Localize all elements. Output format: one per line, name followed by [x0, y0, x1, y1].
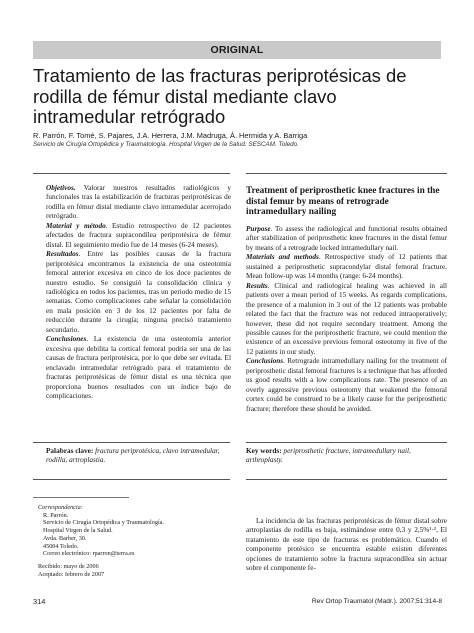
abstract-es-material: Material y método. Estudio retrospectivo de 12 pacientes afectados de fractura supracondílea periprotésica de fémur distal. El seguimiento medio fue de 14 meses (6-24 meses).	[46, 221, 231, 249]
right-abstract-top-rule	[246, 173, 447, 174]
correspondence-rule	[33, 497, 129, 498]
keywords-en	[246, 447, 447, 466]
correspondence-line: 45004 Toledo.	[43, 542, 79, 550]
article-title: Tratamiento de las fracturas periprotésicas de rodilla de fémur distal mediante clavo intramedular retrógrado	[33, 65, 407, 127]
affiliation: Servicio de Cirugía Ortopédica y Traumatología. Hospital Virgen de la Salud. SESCAM. Toledo.	[33, 141, 299, 148]
abstract-es	[46, 184, 231, 401]
section-label: ORIGINAL	[33, 41, 441, 59]
left-keywords-rule	[33, 442, 230, 443]
right-keywords-rule	[246, 442, 447, 443]
correspondence-line: R. Parrón.	[43, 511, 69, 519]
keywords-es-text: fractura periprotésica, clavo intramedular, rodilla, artroplastia.	[46, 447, 220, 465]
abstract-en-results: Results. Clinical and radiological healing was achieved in all patients over a mean period of 15 weeks. As regards complications, the presence of a malunion in 3 out of the 12 patients was probable related the fact that the fracture was not reduced intraoperatively; however, these did not require secondary treatment. Among the possible causes for the periprosthetic fracture, we could mention the existence of an excessive previous femoral osteotomy in five of the 12 patients in our study.	[246, 281, 447, 356]
accepted-date: Aceptado: febrero de 2007	[38, 570, 105, 578]
abstract-en-title: Treatment of periprosthetic knee fractures in the distal femur by means of retrograde intramedullary nailing	[246, 186, 440, 218]
abstract-es-conclusiones: Conclusiones. La existencia de una osteotomía anterior excesiva que debilita la cortical femoral podría ser una de las causas de fractura periprotésica, por lo que debe ser evitada. El enclavado intramedular retrógrado para el tratamiento de fracturas periprotésicas de fémur distal es una técnica que proporciona buenos resultados con un índice bajo de complicaciones.	[46, 335, 231, 400]
introduction-text: La incidencia de las fracturas periprotésicas de fémur distal sobre artroplastias de rodilla es baja, estimándose entre 0,3 y 2,5%¹·², El tratamiento de este tipo de fracturas es problemático. Cuando el componente protésico se encuentra estable existen diferentes opciones de tratamiento sobre la fractura supracondílea sin actuar sobre el componente fe-	[246, 517, 447, 573]
keywords-es-label: Palabras clave:	[46, 447, 94, 455]
abstract-es-objetivos: Objetivos. Valorar nuestros resultados radiológicos y funcionales tras la estabilización de fracturas periprotésicas de rodilla en fémur distal mediante clavo intramedular acerrojado retrógrado.	[46, 184, 231, 221]
journal-citation: Rev Ortop Traumatol (Madr.). 2007;51:314-8	[311, 598, 442, 605]
correspondence-line: Servicio de Cirugía Ortopédica y Traumatología.	[43, 519, 164, 527]
abstract-en-materials: Materials and methods. Retrospective study of 12 patients that sustained a periprosthetic supracondylar distal femoral fracture. Mean follow-up was 14 months (range: 6-24 months).	[246, 253, 447, 281]
correspondence	[38, 504, 228, 578]
keywords-en-label: Key words:	[246, 447, 282, 455]
abstract-es-resultados: Resultados. Entre las posibles causas de la fractura periprotésica encontramos la existencia de una osteotomía femoral anterior excesiva en cinco de los doce pacientes de nuestro estudio. Se consiguió la consolidación clínica y radiológica en todos los pacientes, tras un periodo medio de 15 semanas. Como complicaciones cabe señalar la consolidación en mala posición en 3 de los 12 pacientes por falta de reducción durante la cirugía; ninguna precisó tratamiento secundario.	[46, 250, 231, 334]
abstract-en-conclusions: Conclusions. Retrograde intramedullary nailing for the treatment of periprosthetic distal femoral fractures is a technique that has afforded us good results with a low complications rate. The presence of an overly aggressive previous osteotomy that weakened the femoral cortex could be construed to be a likely cause for the periprosthetic fracture; therefore these should be avoided.	[246, 357, 447, 413]
left-bottom-rule	[33, 479, 230, 480]
keywords-es	[46, 447, 231, 466]
right-bottom-rule	[246, 479, 447, 480]
left-abstract-top-rule	[33, 173, 230, 174]
page-number: 314	[33, 597, 46, 606]
abstract-en	[246, 225, 447, 414]
correspondence-label: Correspondencia:	[38, 504, 83, 511]
abstract-en-purpose: Purpose. To assess the radiological and functional results obtained after stabilization of periprosthetic knee fractures in the distal femur by means of a retrograde locked intramedullary nail.	[246, 225, 447, 252]
received-date: Recibido: mayo de 2006	[38, 562, 99, 570]
authors: R. Parrón, F. Tomé, S. Pajares, J.A. Herrera, J.M. Madruga, Á. Hermida y A. Barriga	[33, 131, 308, 140]
correspondence-email: Correo electrónico: rparron@terra.es	[43, 550, 135, 558]
keywords-en-text: periprosthetic fracture, intramedullary nail, arthroplasty.	[246, 447, 411, 465]
correspondence-line: Avda. Barber, 30.	[43, 534, 87, 542]
correspondence-line: Hospital Virgen de la Salud.	[43, 527, 113, 535]
